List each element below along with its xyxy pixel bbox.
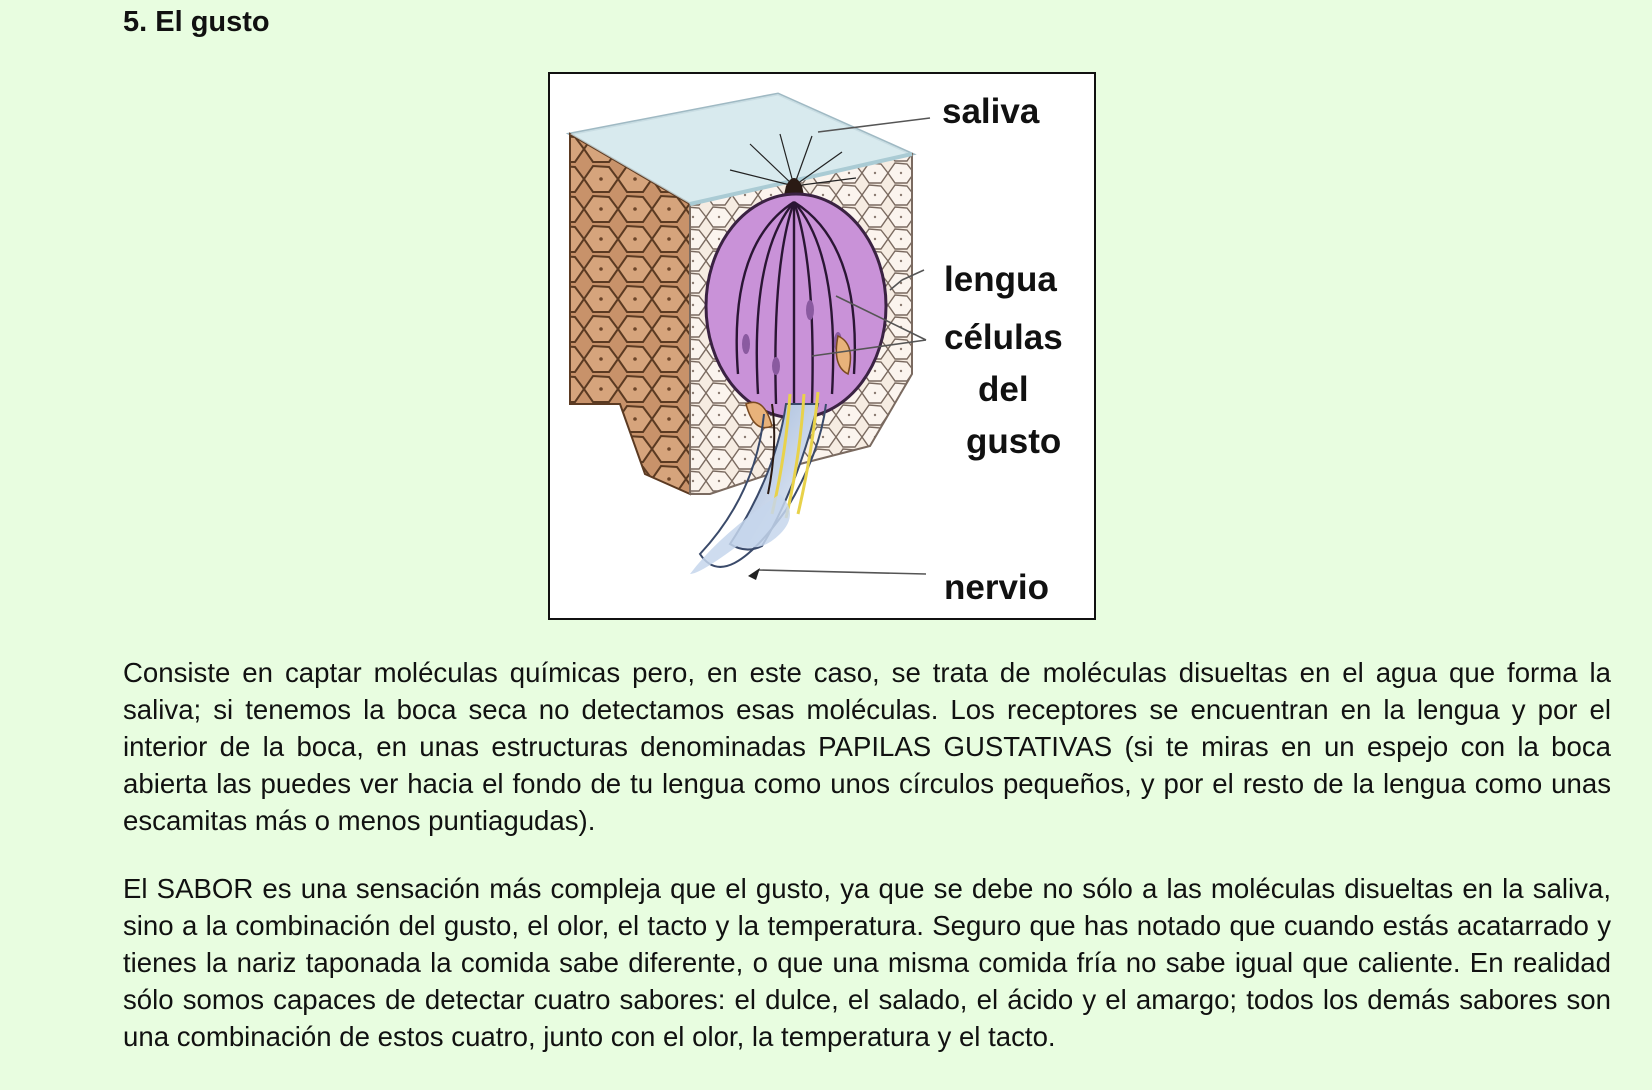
label-celulas: células [944, 318, 1063, 357]
label-gusto: gusto [966, 422, 1062, 461]
label-lengua: lengua [944, 260, 1057, 299]
paragraph-sabor: El SABOR es una sensación más compleja que el gusto, ya que se debe no sólo a las moléculas disueltas en la saliva, sino a la combinación del gusto, el olor, el tacto y la temperatura. Seguro que has notado que cuando estás acatarrado y tienes la nariz taponada la comida sabe diferente, o que una misma comida fría no sabe igual que caliente. En realidad sólo somos capaces de detectar cuatro sabores: el dulce, el salado, el ácido y el amargo; todos los demás sabores son una combinación de estos cuatro, junto con el olor, la temperatura y el tacto. [123, 873, 1611, 1052]
paragraph-gusto: Consiste en captar moléculas químicas pero, en este caso, se trata de moléculas disueltas en el agua que forma la saliva; si tenemos la boca seca no detectamos esas moléculas. Los receptores se encuentran en la lengua y por el interior de la boca, en unas estructuras denominadas PAPILAS GUSTATIVAS (si te miras en un espejo con la boca abierta las puedes ver hacia el fondo de tu lengua como unos círculos pequeños, y por el resto de la lengua como unas escamitas más o menos puntiagudas). [123, 657, 1611, 836]
taste-bud-figure [548, 72, 1096, 620]
label-del: del [978, 370, 1029, 409]
taste-bud [706, 194, 886, 418]
label-saliva: saliva [942, 92, 1040, 131]
section-title: 5. El gusto [123, 6, 270, 38]
label-nervio: nervio [944, 568, 1050, 607]
